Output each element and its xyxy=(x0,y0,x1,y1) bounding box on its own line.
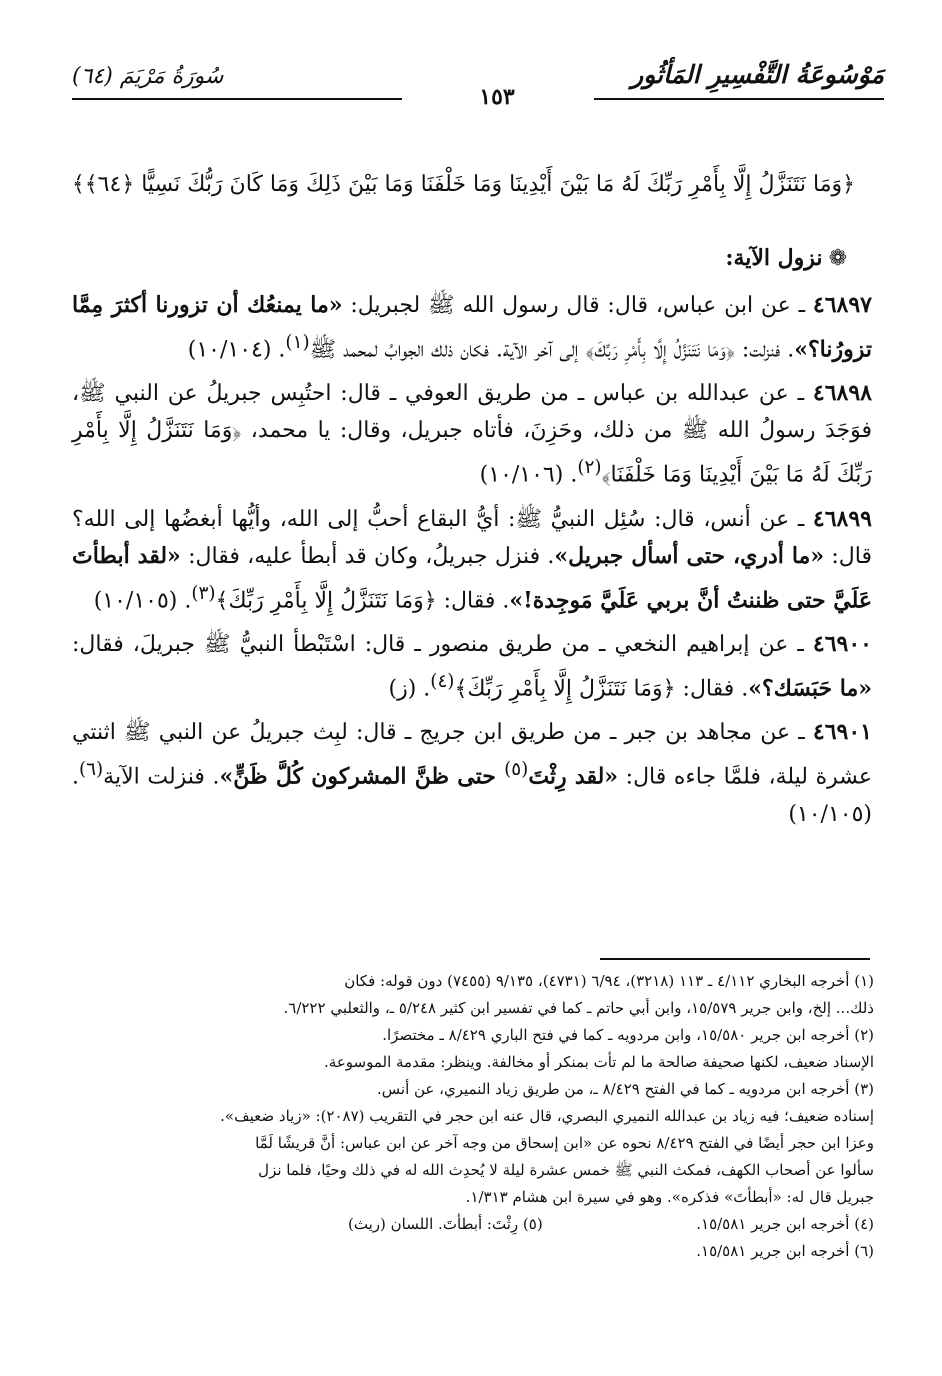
footnote-ref: (٢) xyxy=(577,457,602,479)
footnotes xyxy=(68,968,874,1265)
footnote-pair xyxy=(68,1211,874,1238)
narration-text: ـ عن أنس، قال: سُئِل النبيُّ ﷺ: أيُّ البقاع أحبُّ إلى الله، وأيُّها أبغضُها إلى الله؟ قال: xyxy=(72,506,872,569)
narration-quote: «ما أدري، حتى أسأل جبريل» xyxy=(554,542,825,569)
footnote-line: (٣) أخرجه ابن مردويه ـ كما في الفتح ٨/٤٢٩ ـ، من طريق زياد النميري، عن أنس. xyxy=(377,1080,874,1098)
narration-text: . (١٠/١٠٥) xyxy=(72,764,872,827)
header-rule-left xyxy=(72,98,402,100)
narration-quote: «ما حَبَسَك؟» xyxy=(748,675,872,702)
narration-item xyxy=(72,501,872,619)
page-number: ١٥٣ xyxy=(479,84,515,110)
narration-quote: «ما يمنعُك أن تزورنا أكثرَ مِمَّا تزورُنا؟» xyxy=(72,292,872,363)
narration-text: ـ عن إبراهيم النخعي ـ من طريق منصور ـ قال: اسْتَبْطأ النبيُّ ﷺ جبريلَ، فقال: xyxy=(72,631,813,657)
narration-number: ٤٦٨٩٧ xyxy=(812,292,872,318)
narration-text: . فنزلت الآية xyxy=(103,764,220,790)
footnote-line: ذلك... إلخ، وابن جرير ١٥/٥٧٩، وابن أبي حاتم ـ كما في تفسير ابن كثير ٥/٢٤٨ ـ، والثعلبي ٦/٢٢٢. xyxy=(283,999,874,1017)
footnote-line: وعزا ابن حجر أيضًا في الفتح ٨/٤٢٩ نحوه عن «ابن إسحاق من وجه آخر عن ابن عباس: أنَّ قريشًا لَمَّا xyxy=(255,1134,874,1152)
footnote-line: الإسناد ضعيف، لكنها صحيفة صالحة ما لم تأت بمنكر أو مخالفة. وينظر: مقدمة الموسوعة. xyxy=(324,1053,874,1071)
narration-item xyxy=(72,375,872,493)
footnote-line: جبريل قال له: «أبطأتَ» فذكره». وهو في سيرة ابن هشام ١/٣١٣. xyxy=(465,1188,874,1206)
narration-item xyxy=(72,626,872,707)
footnote-ref: (٦) xyxy=(79,759,104,781)
quran-verse: ﴿وَمَا نَتَنَزَّلُ إِلَّا بِأَمْرِ رَبِّكَ لَهُ مَا بَيْنَ أَيْدِينَا وَمَا خَلْفَنَا وَمَا بَيْنَ ذَلِكَ وَمَا كَانَ رَبُّكَ نَسِيًّا ﴿٦٤﴾﴾ xyxy=(71,172,855,197)
narration-text: . (١٠/١٠٦) xyxy=(479,462,578,488)
narration-text: . فقال: ﴿وَمَا نَتَنَزَّلُ إِلَّا بِأَمْرِ رَبِّكَ﴾ xyxy=(454,676,749,702)
surah-label: سُورَةُ مَرْيَمَ (٦٤) xyxy=(72,64,224,89)
narration-quote: حتى ظنَّ المشركون كُلَّ ظَنٍّ» xyxy=(219,763,505,790)
section-title: نزول الآية: xyxy=(725,245,823,271)
narration-number: ٤٦٩٠١ xyxy=(812,719,872,746)
narration-text: . (١٠/١٠٤) xyxy=(187,337,286,363)
narration-number: ٤٦٨٩٨ xyxy=(812,380,872,407)
narration-text: ـ عن ابن عباس، قال: قال رسول الله ﷺ لجبريل: xyxy=(342,293,813,318)
header-rule-right xyxy=(594,98,884,100)
narration-text: ـ عن عبدالله بن عباس ـ من طريق العوفي ـ قال: احتُبِس جبريلُ عن النبي ﷺ، فوَجَدَ رسولُ الله ﷺ من ذلك، وحَزِنَ، فأتاه جبريل، وقال: يا محمد، ﴿وَمَا نَتَنَزَّلُ إِلَّا بِأَمْرِ رَبِّكَ لَهُ مَا بَيْنَ أَيْدِينَا وَمَا خَلْفَنَا﴾ xyxy=(72,381,872,488)
narration-item xyxy=(72,287,872,368)
footnote-ref: (٤) xyxy=(430,670,455,692)
page-header xyxy=(72,58,884,108)
narration-text: . (١٠/١٠٥) xyxy=(93,587,192,613)
footnote-line: إسناده ضعيف؛ فيه زياد بن عبدالله النميري البصري، قال عنه ابن حجر في التقريب (٢٠٨٧): «زياد ضعيف». xyxy=(220,1107,874,1125)
narration-text: . فنزلت: ﴿وَمَا نَتَنَزَّلُ إِلَّا بِأَمْرِ رَبِّكَ﴾ إلى آخر الآية. فكان ذلك الجوابُ لمحمد ﷺ xyxy=(309,337,795,363)
narration-number: ٤٦٨٩٩ xyxy=(812,505,872,532)
footnote-ref: (٥) xyxy=(504,759,529,781)
narrations xyxy=(72,287,872,840)
footnote-line: (٤) أخرجه ابن جرير ١٥/٥٨١. xyxy=(696,1215,874,1233)
narration-quote: «لقد رِثْتَ xyxy=(528,763,619,790)
footnote-line: سألوا عن أصحاب الكهف، فمكث النبي ﷺ خمس عشرة ليلة لا يُحدِث الله له في ذلك وحيًا، فلما نزل xyxy=(258,1161,874,1179)
footnote-ref: (١) xyxy=(285,332,310,353)
footnote-line: (٦) أخرجه ابن جرير ١٥/٥٨١. xyxy=(696,1242,874,1260)
footnote-line: (٢) أخرجه ابن جرير ١٥/٥٨٠، وابن مردويه ـ كما في فتح الباري ٨/٤٢٩ ـ مختصرًا. xyxy=(382,1026,874,1044)
narration-quote: «لقد أبطأتَ عَلَيَّ حتى ظننتُ أنَّ بربي عَلَيَّ مَوجِدة!» xyxy=(72,542,872,613)
narration-item xyxy=(72,714,872,832)
narration-number: ٤٦٩٠٠ xyxy=(812,630,872,657)
flower-ornament-icon: ❁ xyxy=(828,246,847,271)
footnote-line: (٥) رِثْتَ: أبطأتَ. اللسان (ريث) xyxy=(348,1215,543,1233)
narration-text: . فنزل جبريلُ، وكان قد أبطأ عليه، فقال: xyxy=(180,543,555,569)
footnote-line: (١) أخرجه البخاري ٤/١١٢ ـ ١١٣ (٣٢١٨)، ٦/٩٤ (٤٧٣١)، ٩/١٣٥ (٧٤٥٥) دون قوله: فكان xyxy=(344,972,874,990)
footnote-separator xyxy=(600,958,870,960)
book-title: مَوْسُوعَةُ التَّفْسِيرِ المَأثُور xyxy=(631,60,884,89)
narration-text: . (ز) xyxy=(388,676,431,702)
footnote-ref: (٣) xyxy=(191,582,216,604)
narration-text: ـ عن مجاهد بن جبر ـ من طريق ابن جريج ـ قال: لبِث جبريلُ عن النبي ﷺ اثنتي عشرة ليلة، فلمَّا جاءه قال: xyxy=(72,720,873,790)
narration-text: . فقال: ﴿وَمَا نَتَنَزَّلُ إِلَّا بِأَمْرِ رَبِّكَ﴾ xyxy=(215,587,510,613)
section-heading xyxy=(87,245,847,271)
